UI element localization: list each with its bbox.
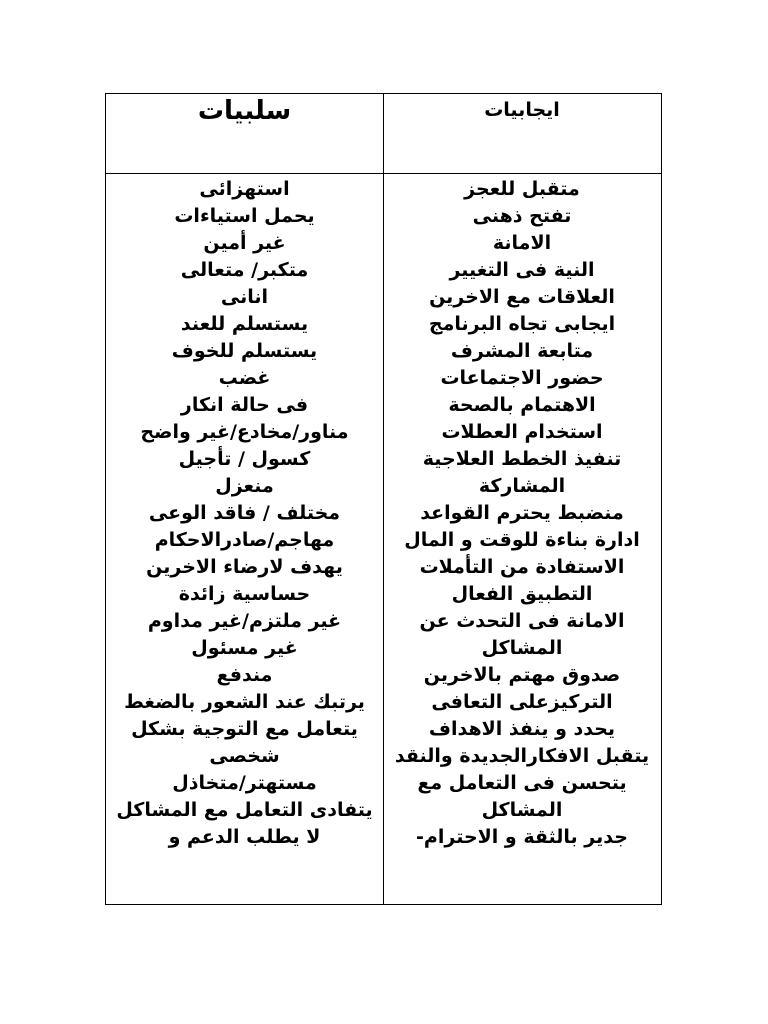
positive-item: الاستفادة من التأملات [419,556,625,578]
positive-item: التطبيق الفعال [451,583,593,605]
negative-item: كسول / تأجيل [178,448,311,470]
positive-item: يتقبل الافكارالجديدة والنقد [394,745,650,767]
positive-item: الامانة فى التحدث عن المشاكل [419,610,625,659]
positive-item: التركيزعلى التعافى [431,691,613,713]
negatives-column [106,176,383,904]
negative-item: غضب [218,367,271,389]
negative-item: انانى [220,286,269,308]
negative-item: غير مسئول [191,637,298,659]
positive-item: جدير بالثقة و الاحترام- [416,826,628,848]
positive-item: تفتح ذهنى [472,205,572,227]
negative-item: حساسية زائدة [178,583,311,605]
negative-item: متكبر/ متعالى [180,259,309,281]
positive-item: منضبط يحترم القواعد [420,502,624,524]
negative-item: يهدف لارضاء الاخرين [146,556,343,578]
negative-item: يتفادى التعامل مع المشاكل [116,799,373,821]
negative-item: مناور/مخادع/غير واضح [140,421,349,443]
negative-item: غير أمين [203,232,286,254]
negative-item: مهاجم/صادرالاحكام [154,529,335,551]
positive-item: متابعة المشرف [450,340,594,362]
positive-item: النية فى التغيير [449,259,595,281]
positive-item: المشاركة [478,475,566,497]
negative-item: مختلف / فاقد الوعى [148,502,341,524]
negative-item: منعزل [215,475,274,497]
negative-item: يرتبك عند الشعور بالضغط [124,691,365,713]
positives-list [393,176,651,851]
positives-column [383,176,661,904]
positive-item: الاهتمام بالصحة [448,394,596,416]
positive-item: العلاقات مع الاخرين [429,286,615,308]
positive-item: ايجابى تجاه البرنامج [428,313,616,335]
positive-item: يتحسن فى التعامل مع المشاكل [417,772,627,821]
positive-item: تنفيذ الخطط العلاجية [422,448,622,470]
positive-item: حضور الاجتماعات [440,367,604,389]
negatives-list [114,176,375,851]
positive-item: صدوق مهتم بالاخرين [423,664,621,686]
negative-item: يستسلم للخوف [171,340,318,362]
positives-heading: ايجابيات [484,99,560,121]
positive-item: الامانة [492,232,552,254]
negative-item: يحمل استياءات [174,205,315,227]
negative-item: يستسلم للعند [180,313,309,335]
negative-item: استهزائى [199,178,290,200]
positive-item: استخدام العطلات [441,421,603,443]
negative-item: مندفع [216,664,273,686]
positive-item: متقبل للعجز [464,178,580,200]
negatives-heading: سلبيات [197,96,292,126]
positive-item: يحدد و ينفذ الاهداف [428,718,616,740]
positive-item: ادارة بناءة للوقت و المال [404,529,640,551]
header-divider [106,173,661,174]
negative-item: مستهتر/متخاذل [172,772,317,794]
comparison-table [105,93,662,905]
negative-item: فى حالة انكار [180,394,309,416]
negative-item: غير ملتزم/غير مداوم [147,610,342,632]
negative-item: لا يطلب الدعم و [168,826,321,848]
negative-item: يتعامل مع التوجية بشكل شخصى [131,718,358,767]
